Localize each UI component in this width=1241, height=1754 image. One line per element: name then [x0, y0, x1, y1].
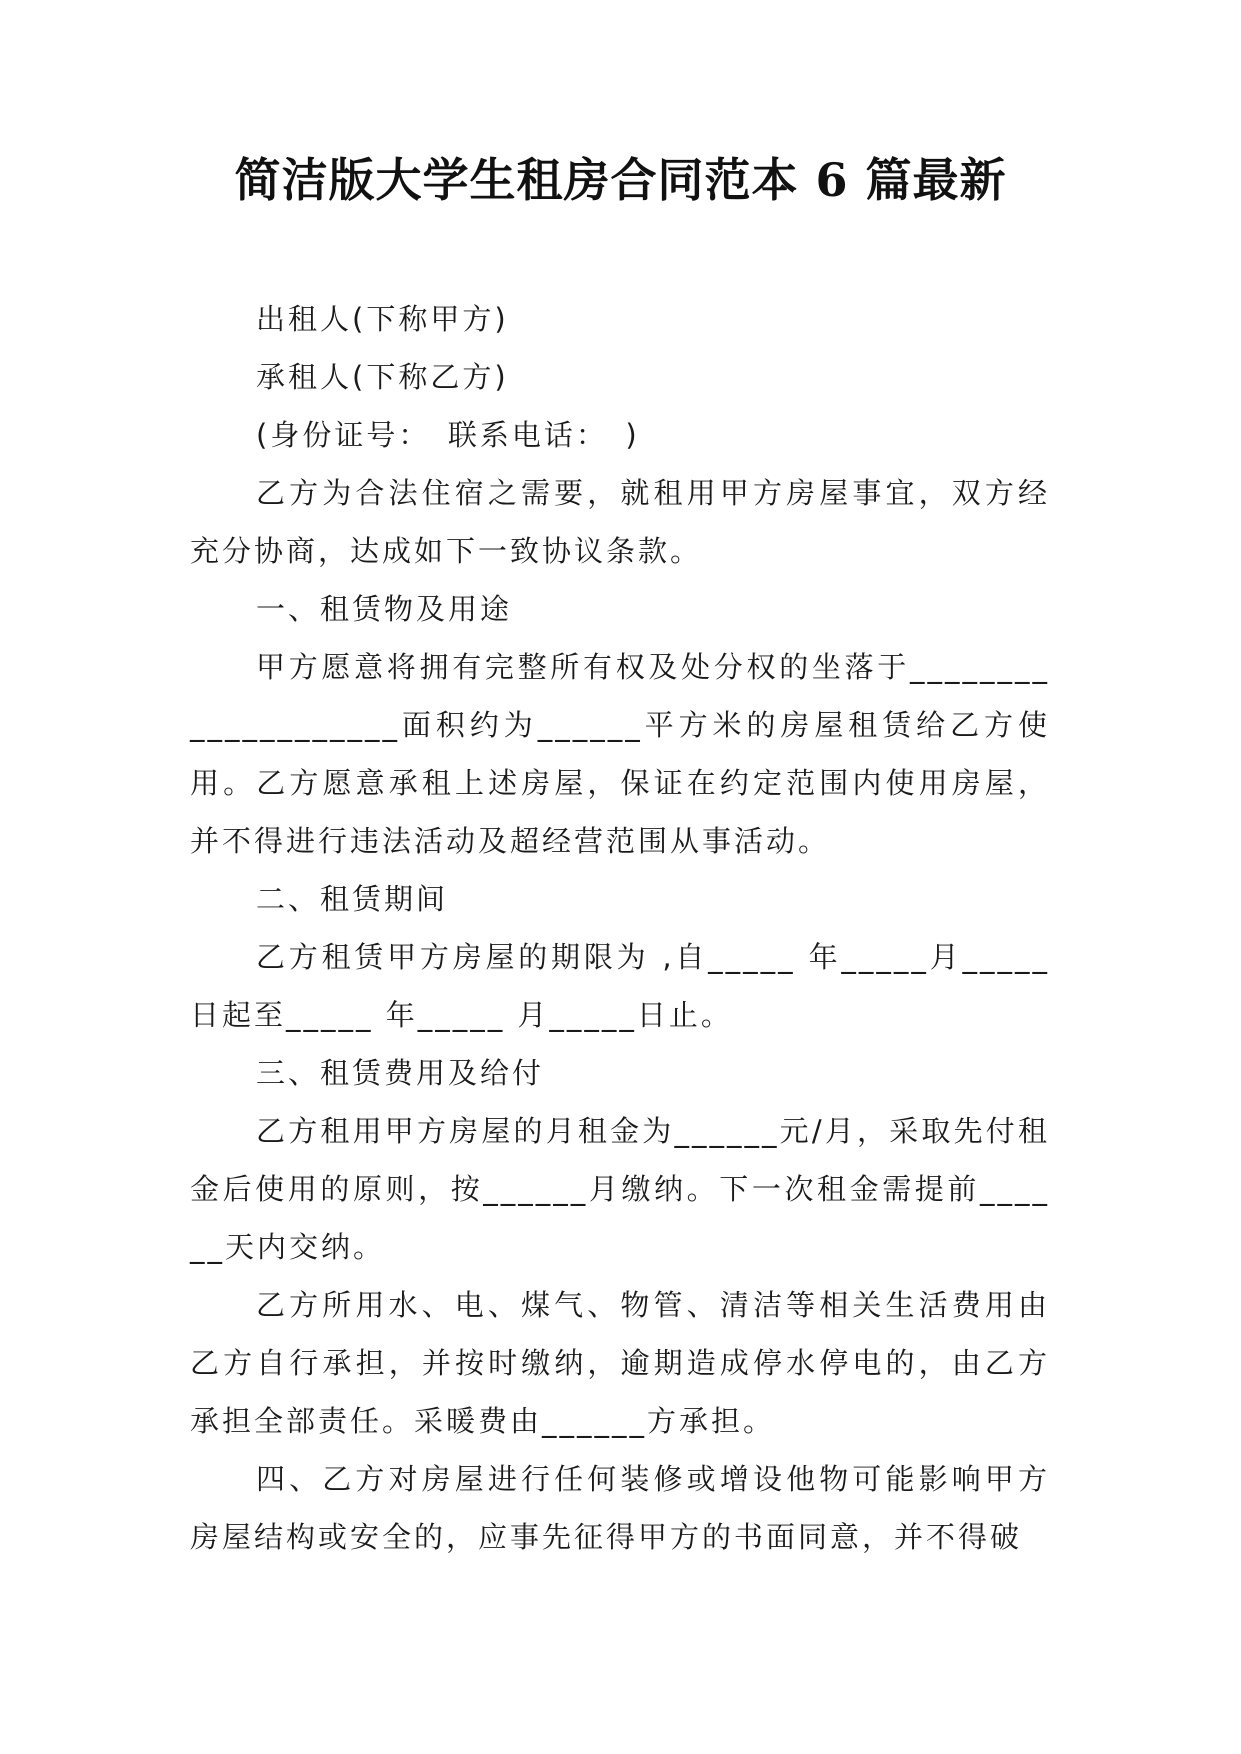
section-2-heading: 二、租赁期间 [256, 882, 449, 916]
preamble-paragraph: 乙方为合法住宿之需要，就租用甲方房屋事宜，双方经充分协商，达成如下一致协议条款。 [190, 476, 1050, 568]
section-4-paragraph: 四、乙方对房屋进行任何装修或增设他物可能影响甲方房屋结构或安全的，应事先征得甲方的书面同意，并不得破 [190, 1462, 1050, 1554]
section-1-heading: 一、租赁物及用途 [256, 592, 513, 626]
section-1-paragraph: 甲方愿意将拥有完整所有权及处分权的坐落于____________________面积约为______平方米的房屋租赁给乙方使用。乙方愿意承租上述房屋，保证在约定范围内使用房屋，并不得进行违法活动及超经营范围从事活动。 [190, 650, 1050, 858]
lessor-line: 出租人(下称甲方) [256, 302, 509, 336]
document-body [190, 290, 1050, 1566]
section-3-paragraph-utilities: 乙方所用水、电、煤气、物管、清洁等相关生活费用由乙方自行承担，并按时缴纳，逾期造成停水停电的，由乙方承担全部责任。采暖费由______方承担。 [190, 1288, 1050, 1438]
section-3-paragraph-rent: 乙方租用甲方房屋的月租金为______元/月，采取先付租金后使用的原则，按______月缴纳。下一次租金需提前______天内交纳。 [190, 1114, 1050, 1264]
section-2-paragraph: 乙方租赁甲方房屋的期限为 ,自_____ 年_____月_____日起至_____ 年_____ 月_____日止。 [190, 940, 1050, 1032]
section-3-heading: 三、租赁费用及给付 [256, 1056, 545, 1090]
id-contact-line: (身份证号： 联系电话： ) [256, 418, 640, 452]
lessee-line: 承租人(下称乙方) [256, 360, 509, 394]
document-title: 简洁版大学生租房合同范本 6 篇最新 [234, 153, 1007, 207]
